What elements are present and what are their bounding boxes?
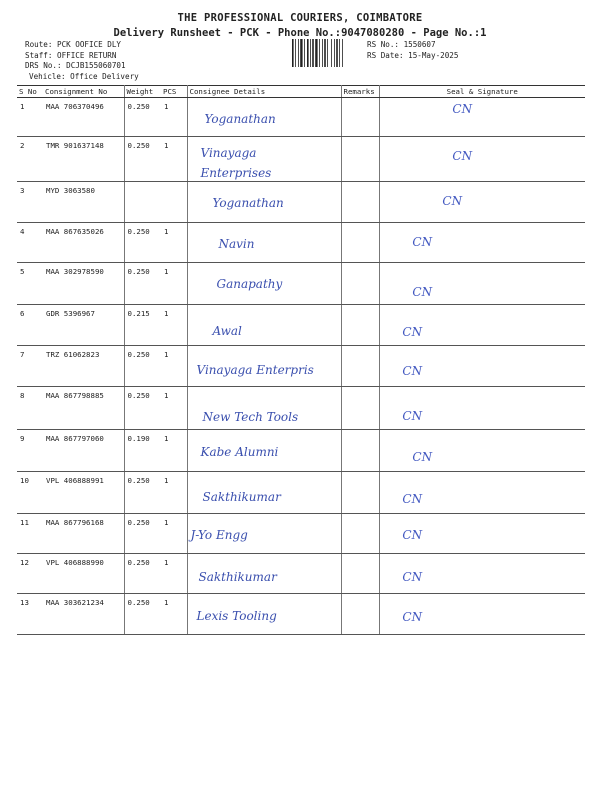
row-pcs-cell — [161, 430, 187, 472]
drs-number: DRS No.: DCJB155060701 — [25, 61, 126, 70]
row-consignment-no-cell — [43, 387, 124, 430]
vehicle-label: Vehicle: Office Delivery — [29, 71, 139, 81]
row-consignee-cell — [187, 223, 341, 263]
row-sno: 7 — [20, 350, 25, 359]
row-signature: CN — [402, 528, 423, 542]
row-signature-cell — [379, 594, 585, 635]
row-consignment-no: MYD 3063580 — [46, 186, 95, 195]
row-weight-cell — [124, 223, 161, 263]
row-pcs: 1 — [164, 227, 169, 236]
row-pcs-cell — [161, 305, 187, 346]
row-pcs: 1 — [164, 267, 169, 276]
row-consignment-no: MAA 303621234 — [46, 598, 104, 607]
row-consignee: Awal — [212, 324, 242, 338]
row-sno: 1 — [20, 102, 25, 111]
row-pcs: 1 — [164, 518, 169, 527]
row-sno-cell — [17, 137, 43, 182]
row-pcs-cell — [161, 554, 187, 594]
row-pcs-cell — [161, 137, 187, 182]
row-consignee: Yoganathan — [204, 112, 276, 126]
row-sno-cell — [17, 263, 43, 305]
row-consignee: Navin — [218, 237, 255, 251]
column-header-signature: Seal & Signature — [379, 86, 585, 98]
row-signature: CN — [402, 610, 423, 624]
row-pcs-cell — [161, 223, 187, 263]
row-remarks-cell — [341, 182, 379, 223]
row-sno-cell — [17, 387, 43, 430]
row-weight: 0.250 — [127, 102, 150, 111]
runsheet-title: THE PROFESSIONAL COURIERS, COIMBATORE — [177, 12, 423, 24]
table-header-row — [17, 86, 585, 98]
row-consignment-no: TRZ 61062823 — [46, 350, 100, 359]
row-pcs-cell — [161, 263, 187, 305]
row-remarks-cell — [341, 387, 379, 430]
row-sno: 2 — [20, 141, 25, 150]
row-consignment-no: MAA 867798885 — [46, 391, 104, 400]
table-row — [17, 346, 585, 387]
column-header-consignment: Consignment No — [43, 86, 124, 98]
row-weight: 0.215 — [127, 309, 150, 318]
row-pcs: 1 — [164, 350, 169, 359]
row-sno: 12 — [20, 558, 29, 567]
row-consignee-cell — [187, 594, 341, 635]
table-row — [17, 514, 585, 554]
row-consignee: Sakthikumar — [202, 490, 281, 504]
row-consignment-no-cell — [43, 98, 124, 137]
row-consignment-no-cell — [43, 346, 124, 387]
row-consignment-no-cell — [43, 514, 124, 554]
row-weight: 0.250 — [127, 350, 150, 359]
row-pcs-cell — [161, 594, 187, 635]
row-consignment-no-cell — [43, 430, 124, 472]
table-row — [17, 223, 585, 263]
column-header-weight: Weight — [124, 86, 161, 98]
row-consignee: New Tech Tools — [202, 410, 299, 424]
row-remarks-cell — [341, 223, 379, 263]
row-weight-cell — [124, 554, 161, 594]
barcode-image — [292, 39, 350, 67]
row-weight: 0.190 — [127, 434, 150, 443]
table-row — [17, 137, 585, 182]
row-weight-cell — [124, 346, 161, 387]
row-sno-cell — [17, 554, 43, 594]
row-consignee: J-Yo Engg — [190, 528, 248, 542]
row-consignee-cell — [187, 305, 341, 346]
row-consignment-no-cell — [43, 182, 124, 223]
row-consignment-no-cell — [43, 223, 124, 263]
staff-label: Staff: OFFICE RETURN — [25, 50, 117, 60]
row-consignment-no: MAA 706370496 — [46, 102, 104, 111]
row-consignment-no-cell — [43, 263, 124, 305]
row-consignment-no-cell — [43, 554, 124, 594]
row-sno: 6 — [20, 309, 25, 318]
row-consignee: Ganapathy — [216, 277, 283, 291]
row-signature-cell — [379, 387, 585, 430]
row-signature: CN — [412, 285, 433, 299]
row-consignee: Yoganathan — [212, 196, 284, 210]
row-weight-cell — [124, 182, 161, 223]
table-row — [17, 305, 585, 346]
row-signature: CN — [412, 235, 433, 249]
row-remarks-cell — [341, 346, 379, 387]
row-pcs: 1 — [164, 102, 169, 111]
row-consignee-cell — [187, 472, 341, 514]
table-row — [17, 472, 585, 514]
row-weight: 0.250 — [127, 391, 150, 400]
row-remarks-cell — [341, 98, 379, 137]
table-row — [17, 387, 585, 430]
row-signature: CN — [402, 570, 423, 584]
row-signature: CN — [402, 325, 423, 339]
row-weight: 0.250 — [127, 141, 150, 150]
row-weight-cell — [124, 387, 161, 430]
row-weight-cell — [124, 305, 161, 346]
row-consignee-cell — [187, 514, 341, 554]
row-consignment-no: MAA 867796168 — [46, 518, 104, 527]
table-row — [17, 98, 585, 137]
rs-number: RS No.: 1550607 — [367, 40, 436, 49]
row-sno: 11 — [20, 518, 29, 527]
column-header-consignee: Consignee Details — [187, 86, 341, 98]
row-signature: CN — [402, 364, 423, 378]
row-consignment-no: TMR 901637148 — [46, 141, 104, 150]
row-pcs: 1 — [164, 434, 169, 443]
row-consignment-no: VPL 406888990 — [46, 558, 104, 567]
row-consignment-no-cell — [43, 594, 124, 635]
row-weight-cell — [124, 472, 161, 514]
runsheet-meta-left — [25, 40, 139, 82]
row-weight-cell — [124, 98, 161, 137]
row-consignee: Kabe Alumni — [200, 445, 279, 459]
row-weight: 0.250 — [127, 558, 150, 567]
row-consignee-cell — [187, 182, 341, 223]
row-pcs: 1 — [164, 309, 169, 318]
row-sno-cell — [17, 514, 43, 554]
row-weight: 0.250 — [127, 227, 150, 236]
row-pcs: 1 — [164, 558, 169, 567]
row-signature-cell — [379, 223, 585, 263]
row-weight-cell — [124, 137, 161, 182]
row-remarks-cell — [341, 263, 379, 305]
row-consignment-no: VPL 406888991 — [46, 476, 104, 485]
row-weight: 0.250 — [127, 267, 150, 276]
row-consignee: Vinayaga Enterprises — [200, 146, 272, 180]
row-weight-cell — [124, 263, 161, 305]
row-pcs: 1 — [164, 476, 169, 485]
row-signature-cell — [379, 472, 585, 514]
row-consignment-no-cell — [43, 305, 124, 346]
row-consignee-cell — [187, 430, 341, 472]
row-signature-cell — [379, 554, 585, 594]
row-signature-cell — [379, 514, 585, 554]
route-label: Route: PCK OOFICE DLY — [25, 40, 122, 49]
row-consignment-no-cell — [43, 137, 124, 182]
row-sno: 10 — [20, 476, 29, 485]
row-signature-cell — [379, 263, 585, 305]
runsheet-table — [17, 85, 585, 635]
row-sno-cell — [17, 346, 43, 387]
row-signature: CN — [402, 492, 423, 506]
table-row — [17, 430, 585, 472]
row-sno: 3 — [20, 186, 25, 195]
row-remarks-cell — [341, 305, 379, 346]
row-signature-cell — [379, 98, 585, 137]
row-pcs: 1 — [164, 391, 169, 400]
row-signature: CN — [452, 102, 473, 116]
row-consignee-cell — [187, 346, 341, 387]
row-consignment-no-cell — [43, 472, 124, 514]
row-consignment-no: GDR 5396967 — [46, 309, 95, 318]
row-weight-cell — [124, 430, 161, 472]
table-row — [17, 594, 585, 635]
row-sno: 4 — [20, 227, 25, 236]
row-pcs-cell — [161, 472, 187, 514]
row-consignment-no: MAA 867797060 — [46, 434, 104, 443]
row-remarks-cell — [341, 594, 379, 635]
row-sno: 13 — [20, 598, 29, 607]
row-consignee: Sakthikumar — [198, 570, 277, 584]
row-sno-cell — [17, 472, 43, 514]
column-header-remarks: Remarks — [341, 86, 379, 98]
row-consignee-cell — [187, 554, 341, 594]
row-pcs: 1 — [164, 141, 169, 150]
row-signature-cell — [379, 305, 585, 346]
row-sno-cell — [17, 182, 43, 223]
row-weight: 0.250 — [127, 518, 150, 527]
row-consignment-no: MAA 302978590 — [46, 267, 104, 276]
row-pcs-cell — [161, 514, 187, 554]
row-weight-cell — [124, 594, 161, 635]
row-sno-cell — [17, 223, 43, 263]
row-weight: 0.250 — [127, 598, 150, 607]
row-signature-cell — [379, 430, 585, 472]
row-consignee-cell — [187, 387, 341, 430]
row-signature-cell — [379, 346, 585, 387]
runsheet-subtitle: Delivery Runsheet - PCK - Phone No.:9047080280 - Page No.:1 — [113, 27, 487, 39]
table-row — [17, 182, 585, 223]
column-header-sno: S No — [17, 86, 43, 98]
row-signature-cell — [379, 137, 585, 182]
row-remarks-cell — [341, 554, 379, 594]
row-weight: 0.250 — [127, 476, 150, 485]
row-sno: 9 — [20, 434, 25, 443]
runsheet-meta-right — [367, 40, 458, 61]
row-consignee: Vinayaga Enterpris — [196, 363, 314, 377]
row-remarks-cell — [341, 137, 379, 182]
row-consignment-no: MAA 867635026 — [46, 227, 104, 236]
row-consignee-cell — [187, 263, 341, 305]
row-signature: CN — [402, 409, 423, 423]
table-row — [17, 263, 585, 305]
row-sno-cell — [17, 594, 43, 635]
table-row — [17, 554, 585, 594]
rs-date: RS Date: 15-May-2025 — [367, 50, 459, 60]
row-sno-cell — [17, 98, 43, 137]
row-remarks-cell — [341, 514, 379, 554]
column-header-pcs: PCS — [161, 86, 187, 98]
row-pcs-cell — [161, 387, 187, 430]
row-consignee-cell — [187, 98, 341, 137]
row-remarks-cell — [341, 472, 379, 514]
row-pcs: 1 — [164, 598, 169, 607]
row-sno: 8 — [20, 391, 25, 400]
row-sno: 5 — [20, 267, 25, 276]
row-sno-cell — [17, 305, 43, 346]
row-pcs-cell — [161, 346, 187, 387]
row-remarks-cell — [341, 430, 379, 472]
row-signature: CN — [442, 194, 463, 208]
row-pcs-cell — [161, 98, 187, 137]
row-signature: CN — [412, 450, 433, 464]
row-pcs-cell — [161, 182, 187, 223]
row-consignee: Lexis Tooling — [196, 609, 277, 623]
row-sno-cell — [17, 430, 43, 472]
row-signature: CN — [452, 149, 473, 163]
row-signature-cell — [379, 182, 585, 223]
row-weight-cell — [124, 514, 161, 554]
row-consignee-cell — [187, 137, 341, 182]
